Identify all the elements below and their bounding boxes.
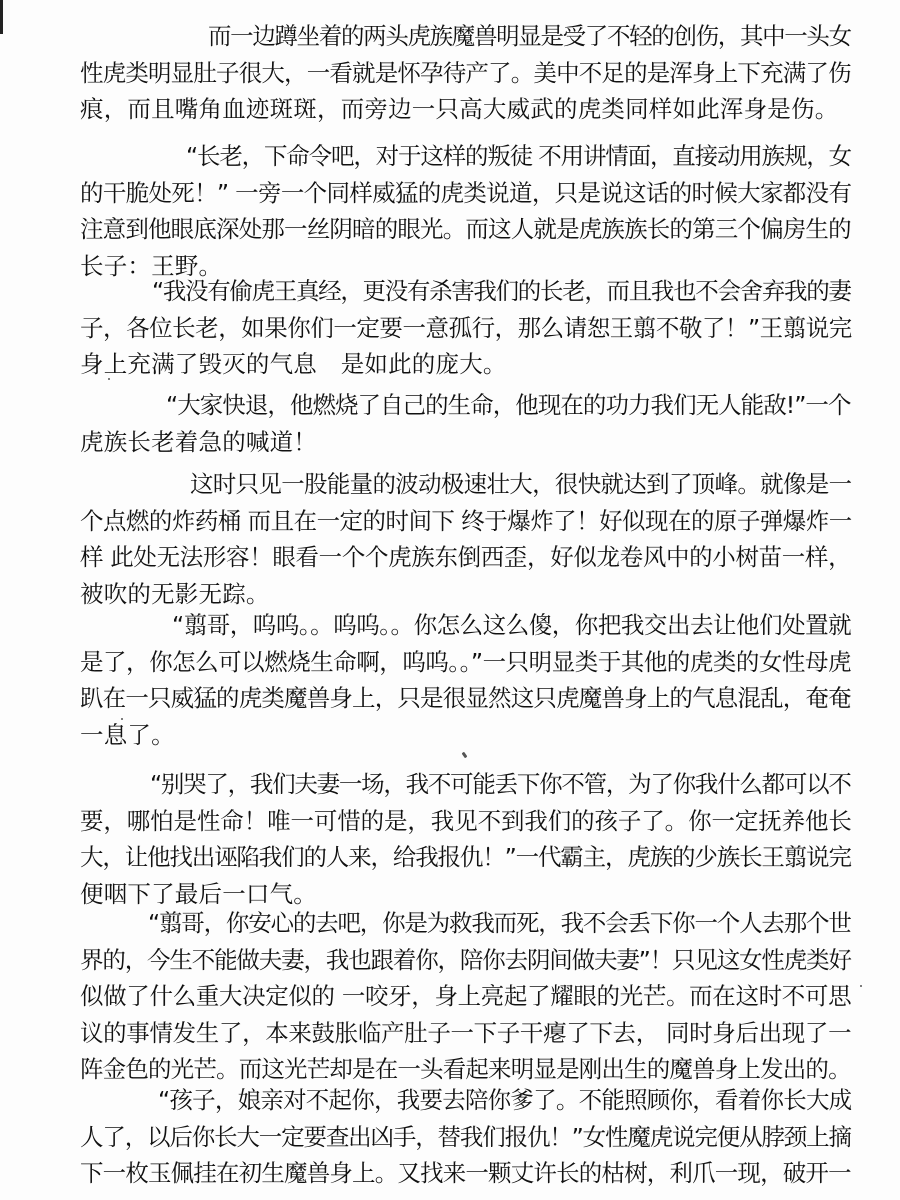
- paragraph: [80, 766, 852, 912]
- text-line: 大，让他找出诬陷我们的人来，给我报仇！”一代霸主，虎族的少族长王翦说完: [80, 843, 851, 871]
- paragraph: [80, 466, 852, 612]
- text-line: 趴在一只威猛的虎类魔兽身上，只是很显然这只虎魔兽身上的气息混乱，奄奄: [80, 684, 851, 712]
- paragraph: [80, 273, 852, 383]
- text-line: “孩子，娘亲对不起你，我要去陪你爹了。不能照顾你，看着你长大成: [158, 1086, 852, 1114]
- text-line: “翦哥，呜呜。。呜呜。。你怎么这么傻，你把我交出去让他们处置就: [172, 611, 852, 639]
- paragraph: [80, 607, 852, 753]
- text-line: “长老，下命令吧，对于这样的叛徒 不用讲情面，直接动用族规，女: [186, 142, 851, 170]
- text-line: 子，各位长老，如果你们一定要一意孤行，那么请恕王翦不敬了！”王翦说完: [80, 313, 852, 342]
- text-line: 性虎类明显肚子很大，一看就是怀孕待产了。美中不足的是浑身上下充满了伤: [80, 58, 851, 87]
- scan-speck: [860, 985, 862, 987]
- text-line: 界的，今生不能做夫妻，我也跟着你，陪你去阴间做夫妻”！只见这女性虎类好: [80, 945, 851, 974]
- text-line: 议的事情发生了，本来鼓胀临产肚子一下子干瘪了下去， 同时身后出现了一: [80, 1018, 852, 1047]
- text-line: 阵金色的光芒。而这光芒却是在一头看起来明显是刚出生的魔兽身上发出的。: [80, 1055, 851, 1083]
- text-line: 要，哪怕是性命！唯一可惜的是，我见不到我们的孩子了。你一定抚养他长: [80, 806, 852, 835]
- text-line: “我没有偷虎王真经，更没有杀害我们的长老，而且我也不会舍弃我的妻: [152, 277, 851, 305]
- text-line: “大家快退，他燃烧了自己的生命，他现在的功力我们无人能敌!”一个: [166, 391, 851, 419]
- text-line: 注意到他眼底深处那一丝阴暗的眼光。而这人就是虎族族长的第三个偏房生的: [80, 215, 851, 243]
- scan-edge-mark: [0, 0, 3, 34]
- text-line: 被吹的无影无踪。: [80, 579, 270, 608]
- text-line: 下一枚玉佩挂在初生魔兽身上。又找来一颗丈许长的枯树，利爪一现，破开一: [80, 1159, 851, 1187]
- paragraph: [80, 1082, 852, 1192]
- text-line: 虎族长老着急的喊道！: [80, 427, 317, 456]
- text-line: 一息了。: [80, 720, 175, 749]
- text-line: “别哭了，我们夫妻一场，我不可能丢下你不管，为了你我什么都可以不: [150, 770, 851, 798]
- text-line: 样 此处无法形容！眼看一个个虎族东倒西歪，好似龙卷风中的小树苗一样，: [80, 543, 852, 571]
- text-line: 个点燃的炸药桶 而且在一定的时间下 终于爆炸了！好似现在的原子弹爆炸一: [80, 506, 852, 535]
- text-line: 人了，以后你长大一定要查出凶手，替我们报仇！”女性魔虎说完便从脖颈上摘: [80, 1122, 851, 1151]
- text-line: 痕，而且嘴角血迹斑斑，而旁边一只高大威武的虎类同样如此浑身是伤。: [80, 95, 839, 123]
- text-line: 的干脆处死！” 一旁一个同样威猛的虎类说道，只是说这话的时候大家都没有: [80, 178, 852, 207]
- text-line: 便咽下了最后一口气。: [80, 879, 317, 908]
- text-line: 而一边蹲坐着的两头虎族魔兽明显是受了不轻的创伤，其中一头女: [208, 22, 851, 50]
- text-line: “翦哥，你安心的去吧，你是为救我而死，我不会丢下你一个人去那个世: [148, 909, 851, 937]
- text-line: 这时只见一股能量的波动极速壮大，很快就达到了顶峰。就像是一: [190, 470, 852, 498]
- paragraph: [80, 18, 852, 128]
- text-line: 长子：王野。: [80, 251, 223, 280]
- text-line: 身上充满了毁灭的气息 是如此的庞大。: [80, 350, 507, 378]
- paragraph: [80, 387, 852, 460]
- paragraph: [80, 905, 852, 1088]
- paragraph: [80, 138, 852, 284]
- text-line: 似做了什么重大决定似的 一咬牙，身上亮起了耀眼的光芒。而在这时不可思: [80, 982, 852, 1010]
- text-line: 是了，你怎么可以燃烧生命啊，呜呜。。”一只明显类于其他的虎类的女性母虎: [80, 647, 851, 676]
